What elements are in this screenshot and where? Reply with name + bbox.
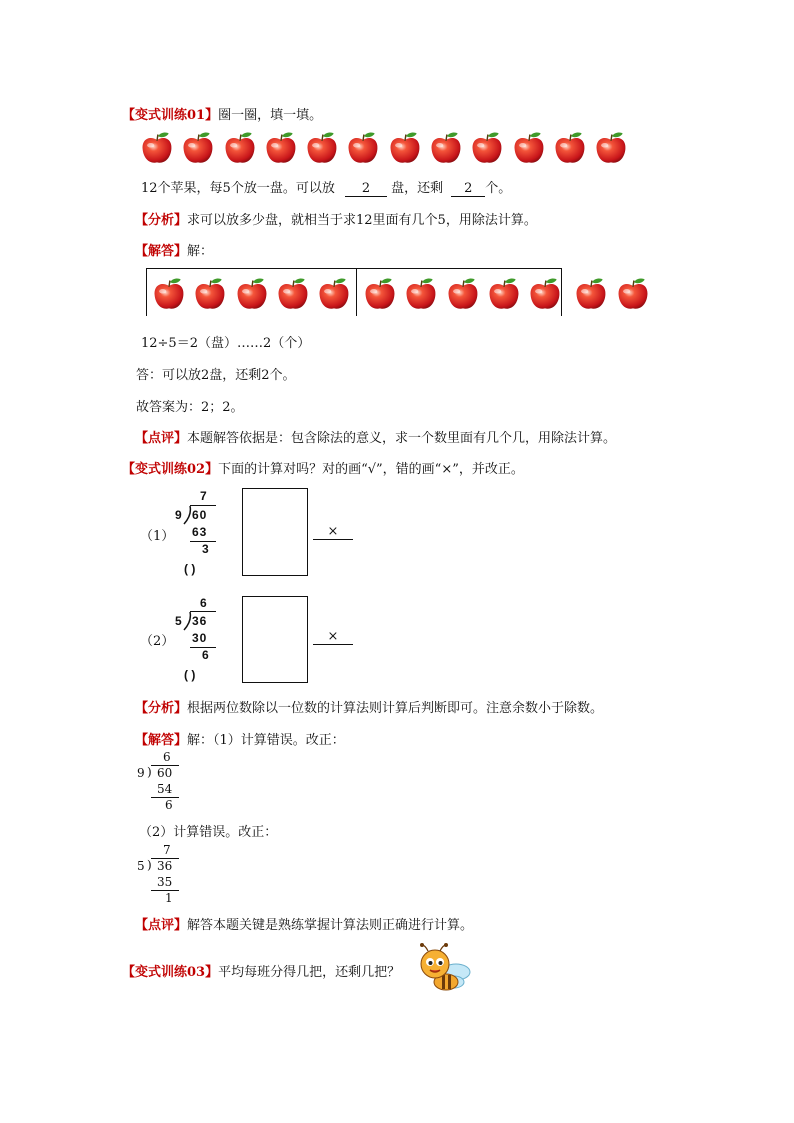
analysis-tag: 【分析】 <box>135 213 188 228</box>
ex2-heading <box>122 458 524 477</box>
blank-remainder: 2 <box>451 182 485 197</box>
comment-tag: 【点评】 <box>135 918 188 933</box>
apple-row-grouped <box>151 276 656 312</box>
ex2-tag: 【变式训练02】 <box>122 462 219 477</box>
correction1-division <box>137 750 187 812</box>
problem2-mark: × <box>313 630 353 645</box>
problem1-bar <box>190 505 216 506</box>
ex1-analysis <box>135 209 537 228</box>
ex1-heading <box>122 104 322 123</box>
apple-icon <box>234 276 270 312</box>
apple-icon <box>615 276 651 312</box>
correction2-dividend: 36 <box>157 859 173 873</box>
correction1-bracket: ) <box>147 765 152 779</box>
problem1-quotient: 7 <box>200 489 207 503</box>
apple-icon <box>428 130 464 166</box>
correction2-division <box>137 843 187 905</box>
correction2-remainder: 1 <box>165 891 173 905</box>
problem2-answer-paren: ( ) <box>184 668 196 682</box>
apple-icon <box>222 130 258 166</box>
group-top-line <box>146 268 561 269</box>
ex1-answer-heading <box>135 240 213 259</box>
problem2-dividend: 36 <box>192 614 208 628</box>
problem1-division-bracket <box>182 505 192 525</box>
answer-tag: 【解答】 <box>135 733 188 748</box>
problem1-long-division <box>172 489 232 581</box>
bee-icon <box>418 942 472 994</box>
apple-icon <box>593 130 629 166</box>
problem1-answer-paren: ( ) <box>184 562 196 576</box>
apple-icon <box>192 276 228 312</box>
analysis-tag: 【分析】 <box>135 701 188 716</box>
ex3-heading <box>122 961 400 980</box>
apple-icon <box>486 276 522 312</box>
apple-icon <box>139 130 175 166</box>
correction2-bracket: ) <box>147 858 152 872</box>
apple-icon <box>345 130 381 166</box>
correction2-divisor: 5 <box>137 859 145 873</box>
answer1-text: 解：（1）计算错误。改正： <box>187 733 345 748</box>
analysis-text: 求可以放多少盘，就相当于求12里面有几个5，用除法计算。 <box>187 213 537 228</box>
ex2-answer1 <box>135 729 345 748</box>
correction1-remainder: 6 <box>165 798 173 812</box>
ex2-comment <box>135 914 473 933</box>
ex2-answer2: （2）计算错误。改正： <box>139 825 278 840</box>
answer-label: 解： <box>187 244 214 259</box>
question-part2: 盘，还剩 <box>391 181 444 196</box>
problem2-correction-box[interactable] <box>242 596 308 683</box>
problem1-label: （1） <box>140 529 175 544</box>
ex1-comment <box>135 427 616 446</box>
problem2-long-division <box>172 596 232 688</box>
problem2-divisor: 5 <box>175 614 182 628</box>
problem1-product: 63 <box>192 525 208 539</box>
apple-icon <box>263 130 299 166</box>
apple-icon <box>362 276 398 312</box>
apple-icon <box>403 276 439 312</box>
apple-icon <box>387 130 423 166</box>
ex1-answer: 答：可以放2盘，还剩2个。 <box>136 368 296 383</box>
correction1-quotient: 6 <box>163 750 171 764</box>
problem1-mark: × <box>313 525 353 540</box>
ex1-final: 故答案为：2；2。 <box>136 400 244 415</box>
problem1-remainder: 3 <box>202 542 209 556</box>
apple-icon <box>573 276 609 312</box>
ex1-tag: 【变式训练01】 <box>122 108 219 123</box>
problem2-bar <box>190 611 216 612</box>
problem1-dividend: 60 <box>192 508 208 522</box>
apple-icon <box>316 276 352 312</box>
blank-plates: 2 <box>345 182 387 197</box>
question-part1: 12个苹果，每5个放一盘。可以放 <box>141 181 335 196</box>
problem2-label: （2） <box>140 634 175 649</box>
ex1-question <box>141 177 511 197</box>
ex1-instruction: 圈一圈，填一填。 <box>218 108 323 123</box>
apple-icon <box>527 276 563 312</box>
correction1-dividend: 60 <box>157 766 173 780</box>
problem2-quotient: 6 <box>200 596 207 610</box>
comment-text: 解答本题关键是熟练掌握计算法则正确进行计算。 <box>187 918 474 933</box>
problem2-division-bracket <box>182 611 192 631</box>
correction1-divisor: 9 <box>137 766 145 780</box>
apple-row-question <box>139 130 635 166</box>
apple-icon <box>180 130 216 166</box>
ex1-equation: 12÷5＝2（盘）……2（个） <box>141 336 311 351</box>
apple-icon <box>445 276 481 312</box>
problem1-divisor: 9 <box>175 508 182 522</box>
apple-icon <box>511 130 547 166</box>
answer-tag: 【解答】 <box>135 244 188 259</box>
ex2-instruction: 下面的计算对吗？对的画“√”，错的画“×”，并改正。 <box>218 462 524 477</box>
apple-icon <box>151 276 187 312</box>
correction1-product: 54 <box>157 782 173 796</box>
ex3-question: 平均每班分得几把，还剩几把？ <box>218 965 401 980</box>
apple-icon <box>304 130 340 166</box>
apple-icon <box>469 130 505 166</box>
comment-tag: 【点评】 <box>135 431 188 446</box>
group-line-left <box>146 268 147 316</box>
apple-icon <box>275 276 311 312</box>
question-part3: 个。 <box>485 181 512 196</box>
correction2-product: 35 <box>157 875 173 889</box>
apple-icon <box>552 130 588 166</box>
comment-text: 本题解答依据是：包含除法的意义，求一个数里面有几个几，用除法计算。 <box>187 431 617 446</box>
analysis-text: 根据两位数除以一位数的计算法则计算后判断即可。注意余数小于除数。 <box>187 701 604 716</box>
problem1-correction-box[interactable] <box>242 488 308 576</box>
ex3-tag: 【变式训练03】 <box>122 965 219 980</box>
ex2-analysis <box>135 697 603 716</box>
problem2-product: 30 <box>192 631 208 645</box>
correction2-quotient: 7 <box>163 843 171 857</box>
problem2-remainder: 6 <box>202 648 209 662</box>
